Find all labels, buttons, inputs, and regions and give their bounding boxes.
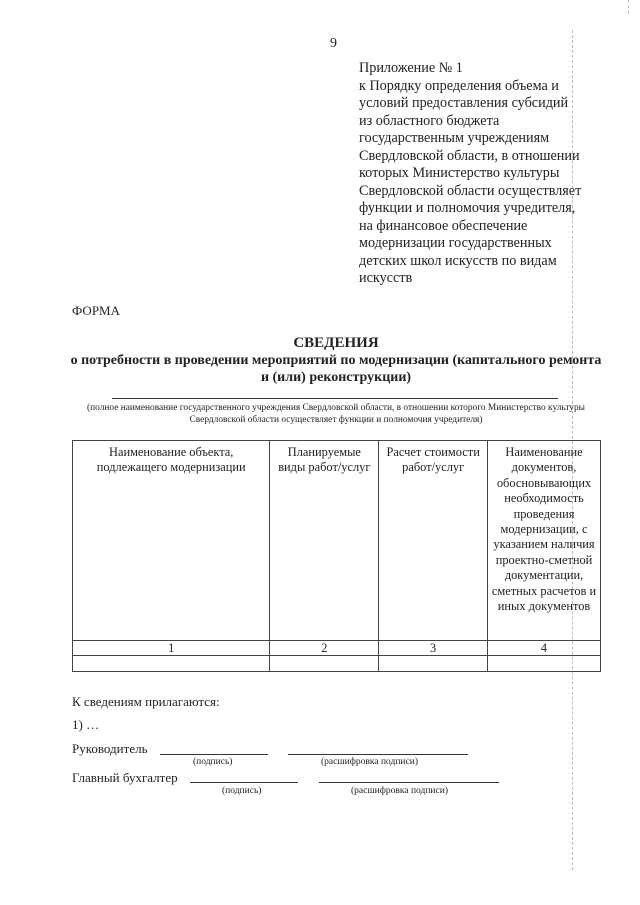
accountant-signature-note: (подпись) (222, 786, 262, 796)
accountant-signature-line[interactable] (190, 782, 298, 783)
appendix-line: Приложение № 1 (359, 60, 463, 76)
institution-note: (полное наименование государственного учреждения Свердловской области, в отношении которого Министерство культуры Свердловской области осуществляет функции и полномочия учредителя) (87, 403, 585, 425)
table-cell[interactable] (488, 656, 601, 672)
accountant-decoding-line[interactable] (319, 782, 499, 783)
appendix-line: которых Министерство культуры (359, 165, 560, 181)
needs-table (72, 440, 601, 672)
table-row (73, 656, 601, 672)
header-object-name: Наименование объекта, подлежащего модернизации (73, 441, 270, 641)
table-header-row (73, 441, 601, 641)
header-cost-calculation: Расчет стоимости работ/услуг (379, 441, 488, 641)
head-decoding-line[interactable] (288, 754, 468, 755)
head-label: Руководитель (72, 741, 148, 756)
head-signature-line[interactable] (160, 754, 268, 755)
table-cell[interactable] (379, 656, 488, 672)
appendix-line: на финансовое обеспечение (359, 217, 528, 234)
column-number: 2 (270, 641, 379, 656)
head-signature-note: (подпись) (193, 757, 233, 767)
header-work-types: Планируемые виды работ/услуг (270, 441, 379, 641)
accountant-decoding-note: (расшифровка подписи) (351, 786, 448, 796)
document-title: СВЕДЕНИЯ (293, 335, 379, 351)
appendix-line: из областного бюджета (359, 112, 500, 129)
appendix-header (359, 60, 604, 288)
appendix-line: модернизации государственных (359, 235, 552, 251)
document-subtitle: о потребности в проведении мероприятий по модернизации (капитального ремонта и (или) реконструкции) (70, 353, 602, 385)
appendix-line: Свердловской области осуществляет (359, 182, 582, 199)
table-cell[interactable] (73, 656, 270, 672)
appendix-line: детских школ искусств по видам (359, 252, 557, 269)
head-decoding-note: (расшифровка подписи) (321, 757, 418, 767)
institution-name-line (112, 398, 558, 399)
accountant-label: Главный бухгалтер (72, 770, 178, 785)
table-cell[interactable] (270, 656, 379, 672)
column-number: 1 (73, 641, 270, 656)
appendix-line: искусств (359, 270, 413, 286)
page-number: 9 (330, 36, 337, 51)
table-number-row (73, 641, 601, 656)
scan-edge-mark-top (628, 0, 629, 14)
attachment-item: 1) … (72, 717, 100, 732)
attachments-label: К сведениям прилагаются: (72, 694, 220, 709)
appendix-line: функции и полномочия учредителя, (359, 200, 576, 216)
appendix-line: государственным учреждениям (359, 130, 550, 146)
header-supporting-documents: Наименование документов, обосновывающих необходимость проведения модернизации, с указанием наличия проектно-сметной документации, сметных расчетов и иных документов (488, 441, 601, 641)
appendix-line: к Порядку определения объема и (359, 77, 559, 94)
form-label: ФОРМА (72, 303, 120, 318)
appendix-line: Свердловской области, в отношении (359, 147, 580, 164)
column-number: 4 (488, 641, 601, 656)
column-number: 3 (379, 641, 488, 656)
appendix-line: условий предоставления субсидий (359, 95, 569, 111)
